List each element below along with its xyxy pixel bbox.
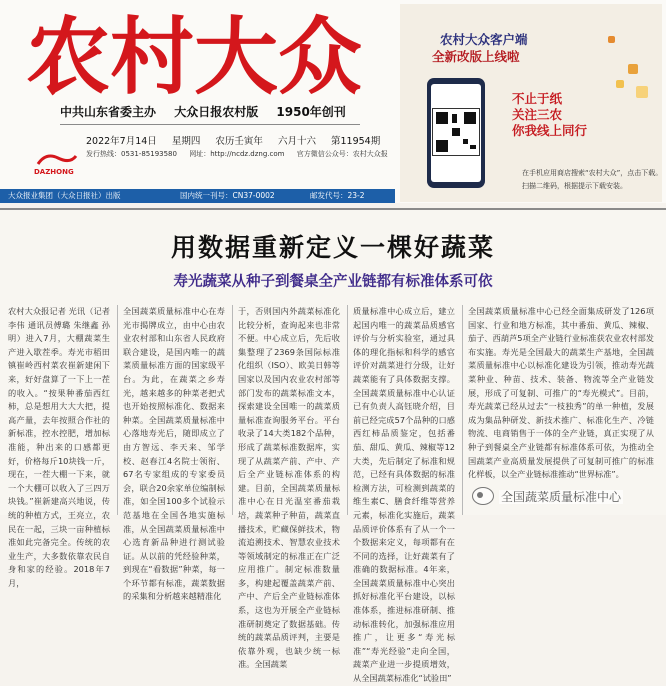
wechat-account: 官方微信公众号：农村大众报 <box>296 150 388 158</box>
qr-code-icon <box>432 108 480 156</box>
logo-text: 农村大众 <box>26 7 363 106</box>
column-divider <box>347 305 348 515</box>
ad-instruction-2: 扫描二维码，根据提示下载安装。 <box>522 182 627 190</box>
column-divider <box>117 305 118 515</box>
weekday-label: 星期四 <box>171 136 201 147</box>
article-body <box>8 305 662 684</box>
article <box>0 208 666 684</box>
wechat-icon <box>472 487 494 505</box>
newspaper-logo <box>22 6 370 106</box>
org-label: 中共山东省委主办 <box>60 105 157 119</box>
dazhong-mark-text: DAZHONG <box>34 168 74 176</box>
article-subhead: 寿光蔬菜从种子到餐桌全产业链都有标准体系可依 <box>173 273 493 290</box>
founded-label: 1950年创刊 <box>276 105 346 119</box>
column-text: 农村大众报记者 光讯（记者李伟 通讯员傅璐 朱继鑫 孙明）进入7月，大棚蔬菜生产进入歇茬季。寿光市稻田镇崔岭西村菜农崔新建闲下来，好好盘算了一下上一茬的收入。“按果种番茄西红柿，总是想用大大大把，提高产量，去年按照合作社的新标准，控水控肥，增加标准能，种出来的口感都更好，价格每斤10块钱一斤，现在，一茬大棚一下来，就一个大棚可以收入了三四万块钱。”崔新建高兴地说，传统的种植方式，王亮立，农民在一起，三块一亩种植标准如此完备完全。传统的农业生产，大多数依靠农民自身和家的经验。2018年7月， <box>8 306 110 588</box>
issue-number: 第11954期 <box>330 136 381 147</box>
app-advertisement <box>400 4 662 202</box>
watermark <box>472 487 623 509</box>
publication-info-bar <box>0 189 395 203</box>
column-text: 质量标准中心成立后，建立起国内唯一的蔬菜品质感官评价与分析实验室，通过具体的理化指标和科学的感官评价对蔬菜进行分级，让好蔬菜能有了具体数据支撑。全国蔬菜质量标准中心认证已有负责人高钰晓介绍，目前已经完成57个品种的口感西红柿品质鉴定，包括番茄、甜瓜、黄瓜、辣椒等12大类，先后制定了标准和规范，已经有具体数据的标准检测方法，可检测到蔬菜的维生素C、膳食纤维等营养元素，标准化实施后，蔬菜品质评价体系有了从一个一个数据来定义，每项都有在不同的选择，让好蔬菜有了准确的数据标准。4年来，全国蔬菜质量标准中心突出抓好标准化平台建设，以标准体系，推进标准研制、推动标准转化，加强标准应用推广，让更多“寿光标准”“寿光经验”走向全国，蔬菜产业进一步提质增效，从全国蔬菜标准化“试验田” <box>353 306 455 684</box>
watermark-text: 全国蔬菜质量标准中心 <box>501 489 622 504</box>
ad-instruction-1: 在手机应用商店搜索“农村大众”，点击下载。 <box>522 169 663 177</box>
article-column <box>468 305 654 515</box>
ad-title-line1: 农村大众客户端 <box>440 32 528 47</box>
dateline <box>86 133 392 147</box>
contact-line <box>86 149 398 159</box>
website: 网址：http://ncdz.dzng.com <box>189 150 285 158</box>
publisher-info: 大众报业集团（大众日报社）出版 <box>8 191 121 200</box>
publisher-line <box>60 103 360 120</box>
column-divider <box>232 305 233 515</box>
ad-title-line2: 全新改版上线啦 <box>432 49 520 64</box>
column-text: 于，否则国内外蔬菜标准化比较分析，查询起来也非常不便。中心成立后，先后收集整理了2369条国际标准化组织（ISO）、欧美日韩等国家以及国内农业农村部等部门发布的蔬菜标准文本，探索建设全国唯一的蔬菜质量标准查询服务平台。平台收录了14大类182个品种，形成了蔬菜标准数据库，实现了从蔬菜产前、产中、产后全产业链标准体系的构建。目前，全国蔬菜质量标准中心在日光温室番茄栽培，蔬菜种子种苗，蔬菜直播技术，贮藏保鲜技术，物流追溯技术、智慧农业技术等领域制定的标准正在广泛应用推广。制定标准数量多，构建起覆盖蔬菜产前、产中、产后全产业链标准体系，这也为开展全产业链标准研制奠定了数据基础。传统的蔬菜品质评判，主要是依靠外观，也缺少统一标准。全国蔬菜 <box>238 306 340 670</box>
column-text: 全国蔬菜质量标准中心在寿光市揭牌成立，由中心由农业农村部和山东省人民政府联合建设，是国内唯一的蔬菜质量标准方面的国家级平台。为此，在蔬菜之乡寿光，越来越多的种菜老把式也开始按照标准化、数据来种菜。全国蔬菜质量标准中心落地寿光后，随即成立了由方智远、李天来、邹学校、赵春江4名院士领衔、67名专家组成的专家委员会，联合20余家单位编制标准，如全国100多个试验示范基地在全国各地实施标准，从全国蔬菜质量标准中心选育新品种进行测试验证。从以前的凭经验种菜，到现在“看数据”种菜，每一个环节都有标准，蔬菜数据的采集和分析越来越精准化 <box>123 306 225 602</box>
slogan-line3: 你我线上同行 <box>512 123 588 138</box>
post-code: 邮发代号：23-2 <box>310 191 365 200</box>
lunar-day-label: 六月十六 <box>277 136 316 147</box>
slogan-line1: 不止于纸 <box>512 91 563 106</box>
cn-number: 国内统一刊号：CN37-0002 <box>180 191 275 200</box>
dazhong-logo-icon <box>34 150 80 176</box>
sponsor-label: 大众日报农村版 <box>174 105 259 119</box>
slogan-line2: 关注三农 <box>512 107 563 122</box>
article-column <box>8 305 110 588</box>
divider <box>60 124 360 125</box>
article-column <box>123 305 225 602</box>
column-divider <box>462 305 463 515</box>
hotline: 发行热线：0531-85193580 <box>86 150 177 158</box>
article-headline: 用数据重新定义一棵好蔬菜 <box>170 233 495 262</box>
lunar-year-label: 农历壬寅年 <box>215 136 263 147</box>
ad-slogan <box>512 91 642 139</box>
column-text: 全国蔬菜质量标准中心已经全面集成研发了126项国家、行业和地方标准，其中番茄、黄瓜、辣椒、茄子、西葫芦5项全产业链行业标准获农业农村部发布实施。寿光是全国最大的蔬菜生产基地，全国蔬菜质量标准中心以标准化建设为引领，推动寿光蔬菜种业、种苗、技术、装备、物流等全产业链发展，形成了可复制、可推广的“寿光模式”。目前，寿光蔬菜已经从过去“一枝独秀”的单一种植，发展成为集品种研发、新技术推广、标准化生产、冷链物流、电商销售于一体的全产业链，真正实现了从种子到餐桌全产业链都有标准体系可依，为推动全国蔬菜产业高质量发展提供了可复制可推广的标准化样板，以全产业链标准推动“世界标准”。 <box>468 306 654 480</box>
article-column <box>238 305 340 670</box>
article-column <box>353 305 455 684</box>
date-label: 2022年7月14日 <box>86 136 157 147</box>
